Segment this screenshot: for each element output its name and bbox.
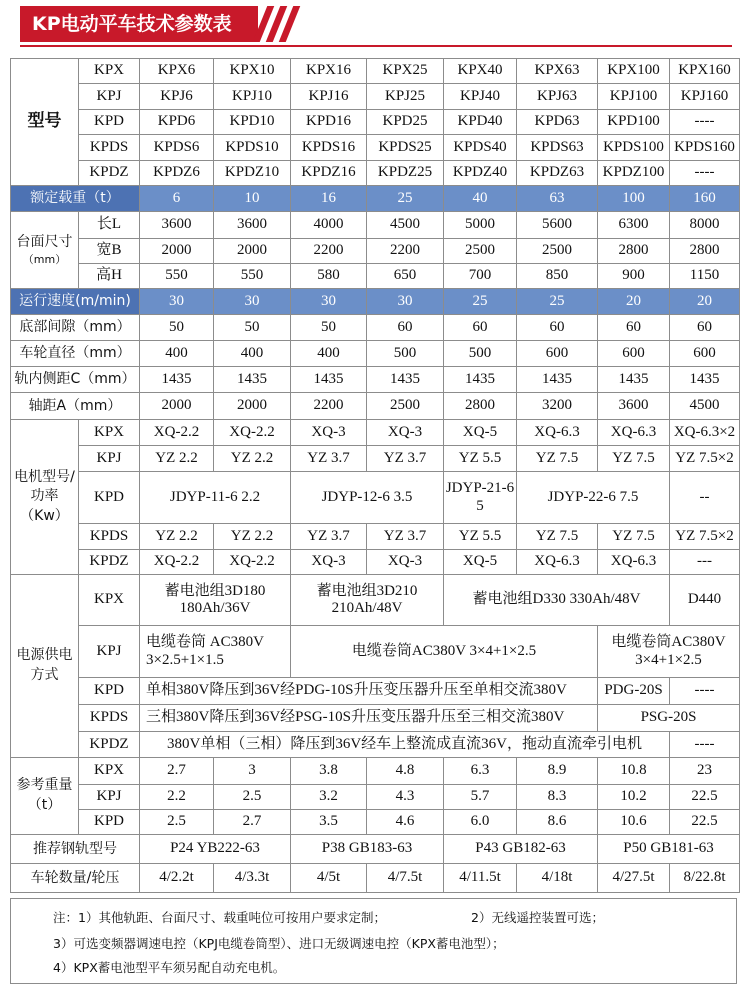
dimension-cell: 4500 xyxy=(367,212,444,239)
motor-cell: YZ 5.5 xyxy=(444,446,517,472)
motor-cell: XQ-3 xyxy=(291,420,367,446)
motor-cell: YZ 3.7 xyxy=(291,524,367,550)
motor-cell: XQ-6.3 xyxy=(598,420,670,446)
model-cell: KPDZ10 xyxy=(214,161,291,186)
power-kpd-row xyxy=(11,678,740,705)
rated-load-cell: 40 xyxy=(444,186,517,212)
series-label: KPDS xyxy=(79,705,140,732)
rail-cell: P38 GB183-63 xyxy=(291,835,444,864)
weight-cell: 3.5 xyxy=(291,810,367,835)
dimension-cell: 2200 xyxy=(291,239,367,264)
power-kpj-row xyxy=(11,626,740,678)
title-underline xyxy=(20,45,732,47)
dimension-cell: 3600 xyxy=(140,212,214,239)
rail-label: 推荐钢轨型号 xyxy=(11,835,140,864)
wheel-count-cell: 4/3.3t xyxy=(214,864,291,893)
power-kpx-row xyxy=(11,575,740,626)
wheelbase-cell: 2000 xyxy=(214,393,291,420)
model-cell: KPDZ40 xyxy=(444,161,517,186)
motor-label: 电机型号/功率（Kw） xyxy=(11,420,79,575)
weight-cell: 3.8 xyxy=(291,758,367,785)
motor-cell: YZ 2.2 xyxy=(214,524,291,550)
dimension-cell: 5600 xyxy=(517,212,598,239)
model-cell: KPDS10 xyxy=(214,135,291,161)
series-label: KPD xyxy=(79,810,140,835)
wheelbase-cell: 2500 xyxy=(367,393,444,420)
dimension-cell: 580 xyxy=(291,264,367,289)
model-cell: KPX40 xyxy=(444,59,517,84)
clearance-cell: 60 xyxy=(598,315,670,341)
series-label: KPD xyxy=(79,678,140,705)
motor-cell: YZ 3.7 xyxy=(291,446,367,472)
weight-cell: 3 xyxy=(214,758,291,785)
weight-cell: 3.2 xyxy=(291,785,367,810)
speed-cell: 20 xyxy=(598,289,670,315)
power-cell: 380V单相（三相）降压到36V经车上整流成直流36V，拖动直流牵引电机 xyxy=(140,732,670,758)
rated-load-cell: 6 xyxy=(140,186,214,212)
gauge-cell: 1435 xyxy=(444,367,517,393)
power-cell: 三相380V降压到36V经PSG-10S升压变压器升压至三相交流380V xyxy=(140,705,598,732)
motor-cell: XQ-5 xyxy=(444,420,517,446)
model-cell: KPD25 xyxy=(367,110,444,135)
dimension-cell: 550 xyxy=(140,264,214,289)
clearance-cell: 60 xyxy=(517,315,598,341)
model-cell: KPJ10 xyxy=(214,84,291,110)
series-label: KPJ xyxy=(79,446,140,472)
table-size-unit: （mm） xyxy=(22,253,67,267)
gauge-cell: 1435 xyxy=(670,367,740,393)
wheel-dia-row xyxy=(11,341,740,367)
motor-kpds-row xyxy=(11,524,740,550)
dimension-cell: 2000 xyxy=(214,239,291,264)
dimension-label: 宽B xyxy=(79,239,140,264)
power-cell: ---- xyxy=(670,678,740,705)
motor-cell: YZ 3.7 xyxy=(367,446,444,472)
model-cell: KPX6 xyxy=(140,59,214,84)
note-3: 3）可选变频器调速电控（KPJ电缆卷筒型）、进口无级调速电控（KPX蓄电池型）； xyxy=(53,936,505,951)
dimension-cell: 2200 xyxy=(367,239,444,264)
weight-cell: 22.5 xyxy=(670,810,740,835)
model-cell: KPD63 xyxy=(517,110,598,135)
model-cell: KPJ100 xyxy=(598,84,670,110)
power-cell: PDG-20S xyxy=(598,678,670,705)
weight-cell: 10.2 xyxy=(598,785,670,810)
wheel-dia-cell: 500 xyxy=(367,341,444,367)
speed-label: 运行速度(m/min) xyxy=(11,289,140,315)
rated-load-cell: 10 xyxy=(214,186,291,212)
wheel-dia-label: 车轮直径（mm） xyxy=(11,341,140,367)
model-cell: KPD10 xyxy=(214,110,291,135)
rail-cell: P24 YB222-63 xyxy=(140,835,291,864)
wheelbase-cell: 2000 xyxy=(140,393,214,420)
power-cell: PSG-20S xyxy=(598,705,740,732)
weight-label: 参考重量（t） xyxy=(11,758,79,835)
wheel-count-row xyxy=(11,864,740,893)
rail-row xyxy=(11,835,740,864)
motor-cell: YZ 7.5 xyxy=(598,446,670,472)
motor-kpd-row xyxy=(11,472,740,524)
motor-cell: YZ 7.5 xyxy=(517,524,598,550)
model-cell: KPDS6 xyxy=(140,135,214,161)
wheel-dia-cell: 400 xyxy=(214,341,291,367)
motor-kpj-row xyxy=(11,446,740,472)
wheel-count-cell: 4/18t xyxy=(517,864,598,893)
weight-cell: 2.5 xyxy=(214,785,291,810)
wheelbase-cell: 2200 xyxy=(291,393,367,420)
motor-cell: --- xyxy=(670,550,740,575)
motor-cell: XQ-6.3×2 xyxy=(670,420,740,446)
model-cell: KPD6 xyxy=(140,110,214,135)
series-label: KPJ xyxy=(79,626,140,678)
model-cell: KPX100 xyxy=(598,59,670,84)
weight-cell: 8.3 xyxy=(517,785,598,810)
clearance-cell: 60 xyxy=(367,315,444,341)
model-cell: KPDS63 xyxy=(517,135,598,161)
model-cell: KPJ25 xyxy=(367,84,444,110)
clearance-cell: 50 xyxy=(214,315,291,341)
weight-row xyxy=(11,785,740,810)
series-label: KPX xyxy=(79,59,140,84)
speed-cell: 25 xyxy=(444,289,517,315)
clearance-label: 底部间隙（mm） xyxy=(11,315,140,341)
series-label: KPDZ xyxy=(79,161,140,186)
wheel-dia-cell: 400 xyxy=(140,341,214,367)
weight-cell: 2.7 xyxy=(140,758,214,785)
series-label: KPDS xyxy=(79,524,140,550)
dimension-cell: 1150 xyxy=(670,264,740,289)
table-size-row xyxy=(11,264,740,289)
model-cell: KPDZ25 xyxy=(367,161,444,186)
model-label: 型号 xyxy=(11,59,79,186)
spec-table xyxy=(10,58,740,893)
dimension-cell: 700 xyxy=(444,264,517,289)
clearance-cell: 60 xyxy=(670,315,740,341)
speed-cell: 30 xyxy=(140,289,214,315)
power-label: 电源供电方式 xyxy=(11,575,79,758)
model-cell: KPD16 xyxy=(291,110,367,135)
wheel-dia-cell: 600 xyxy=(517,341,598,367)
model-cell: KPJ6 xyxy=(140,84,214,110)
dimension-cell: 4000 xyxy=(291,212,367,239)
weight-cell: 6.3 xyxy=(444,758,517,785)
model-row xyxy=(11,59,740,84)
motor-kpd-cell: JDYP-21-6 5 xyxy=(444,472,517,524)
note-1: 注：1）其他轨距、台面尺寸、载重吨位可按用户要求定制； xyxy=(53,910,386,925)
wheelbase-cell: 4500 xyxy=(670,393,740,420)
wheelbase-cell: 3200 xyxy=(517,393,598,420)
rated-load-cell: 100 xyxy=(598,186,670,212)
table-size-label-text: 台面尺寸 xyxy=(16,233,73,250)
weight-cell: 23 xyxy=(670,758,740,785)
model-cell: ---- xyxy=(670,110,740,135)
dimension-cell: 2000 xyxy=(140,239,214,264)
model-cell: KPJ63 xyxy=(517,84,598,110)
wheelbase-label: 轴距A（mm） xyxy=(11,393,140,420)
gauge-cell: 1435 xyxy=(214,367,291,393)
motor-cell: XQ-5 xyxy=(444,550,517,575)
motor-cell: YZ 3.7 xyxy=(367,524,444,550)
model-cell: KPDS160 xyxy=(670,135,740,161)
weight-cell: 10.8 xyxy=(598,758,670,785)
model-cell: KPD40 xyxy=(444,110,517,135)
gauge-cell: 1435 xyxy=(367,367,444,393)
model-cell: KPDZ63 xyxy=(517,161,598,186)
series-label: KPDZ xyxy=(79,732,140,758)
weight-cell: 4.3 xyxy=(367,785,444,810)
wheel-dia-cell: 400 xyxy=(291,341,367,367)
motor-cell: YZ 7.5×2 xyxy=(670,446,740,472)
weight-cell: 2.2 xyxy=(140,785,214,810)
clearance-cell: 50 xyxy=(291,315,367,341)
wheel-count-cell: 4/27.5t xyxy=(598,864,670,893)
rated-load-cell: 63 xyxy=(517,186,598,212)
note-4: 4）KPX蓄电池型平车须另配自动充电机。 xyxy=(53,960,286,975)
motor-cell: XQ-2.2 xyxy=(214,420,291,446)
dimension-label: 高H xyxy=(79,264,140,289)
dimension-cell: 5000 xyxy=(444,212,517,239)
motor-cell: YZ 5.5 xyxy=(444,524,517,550)
gauge-row xyxy=(11,367,740,393)
series-label: KPX xyxy=(79,575,140,626)
speed-cell: 20 xyxy=(670,289,740,315)
dimension-cell: 650 xyxy=(367,264,444,289)
motor-cell: YZ 7.5 xyxy=(517,446,598,472)
weight-cell: 2.7 xyxy=(214,810,291,835)
gauge-cell: 1435 xyxy=(598,367,670,393)
weight-row xyxy=(11,810,740,835)
wheel-count-cell: 4/5t xyxy=(291,864,367,893)
model-cell: KPDZ16 xyxy=(291,161,367,186)
series-label: KPX xyxy=(79,758,140,785)
model-cell: KPDS40 xyxy=(444,135,517,161)
model-row xyxy=(11,110,740,135)
dimension-cell: 2800 xyxy=(670,239,740,264)
series-label: KPJ xyxy=(79,84,140,110)
motor-cell: YZ 2.2 xyxy=(214,446,291,472)
power-cell: 电缆卷筒AC380V 3×4+1×2.5 xyxy=(291,626,598,678)
model-cell: KPX160 xyxy=(670,59,740,84)
power-cell: 电缆卷筒AC380V 3×4+1×2.5 xyxy=(598,626,740,678)
model-row xyxy=(11,135,740,161)
rail-cell: P43 GB182-63 xyxy=(444,835,598,864)
clearance-cell: 60 xyxy=(444,315,517,341)
series-label: KPJ xyxy=(79,785,140,810)
motor-cell: XQ-3 xyxy=(367,420,444,446)
power-cell: 单相380V降压到36V经PDG-10S升压变压器升压至单相交流380V xyxy=(140,678,598,705)
motor-cell: XQ-6.3 xyxy=(598,550,670,575)
table-size-row xyxy=(11,239,740,264)
power-cell: 蓄电池组3D210 210Ah/48V xyxy=(291,575,444,626)
model-cell: KPJ40 xyxy=(444,84,517,110)
model-cell: KPDS100 xyxy=(598,135,670,161)
motor-kpd-cell: JDYP-12-6 3.5 xyxy=(291,472,444,524)
rated-load-cell: 25 xyxy=(367,186,444,212)
weight-cell: 4.8 xyxy=(367,758,444,785)
motor-cell: YZ 7.5 xyxy=(598,524,670,550)
motor-kpd-cell: JDYP-22-6 7.5 xyxy=(517,472,670,524)
power-kpdz-row xyxy=(11,732,740,758)
weight-cell: 22.5 xyxy=(670,785,740,810)
rated-load-cell: 16 xyxy=(291,186,367,212)
motor-kpx-row xyxy=(11,420,740,446)
gauge-cell: 1435 xyxy=(140,367,214,393)
weight-row xyxy=(11,758,740,785)
dimension-cell: 3600 xyxy=(214,212,291,239)
motor-kpd-cell: JDYP-11-6 2.2 xyxy=(140,472,291,524)
note-2: 2）无线遥控装置可选； xyxy=(471,910,604,925)
weight-cell: 5.7 xyxy=(444,785,517,810)
model-cell: KPJ16 xyxy=(291,84,367,110)
title-stripes-decoration xyxy=(254,6,298,42)
motor-cell: XQ-3 xyxy=(291,550,367,575)
clearance-row xyxy=(11,315,740,341)
motor-cell: YZ 2.2 xyxy=(140,446,214,472)
weight-cell: 6.0 xyxy=(444,810,517,835)
dimension-cell: 2500 xyxy=(517,239,598,264)
wheelbase-cell: 3600 xyxy=(598,393,670,420)
weight-cell: 4.6 xyxy=(367,810,444,835)
gauge-label: 轨内侧距C（mm） xyxy=(11,367,140,393)
wheel-dia-cell: 500 xyxy=(444,341,517,367)
notes-box xyxy=(10,898,737,984)
power-cell: 蓄电池组D330 330Ah/48V xyxy=(444,575,670,626)
series-label: KPDS xyxy=(79,135,140,161)
power-kpds-row xyxy=(11,705,740,732)
page-title: KP电动平车技术参数表 xyxy=(20,6,258,42)
model-row xyxy=(11,84,740,110)
model-cell: KPX16 xyxy=(291,59,367,84)
rated-load-label: 额定载重（t） xyxy=(11,186,140,212)
motor-kpdz-row xyxy=(11,550,740,575)
model-cell: KPX63 xyxy=(517,59,598,84)
dimension-cell: 850 xyxy=(517,264,598,289)
power-cell: 电缆卷筒 AC380V 3×2.5+1×1.5 xyxy=(140,626,291,678)
motor-cell: XQ-2.2 xyxy=(214,550,291,575)
wheelbase-row xyxy=(11,393,740,420)
dimension-cell: 8000 xyxy=(670,212,740,239)
model-cell: KPDZ100 xyxy=(598,161,670,186)
model-cell: KPDS25 xyxy=(367,135,444,161)
wheel-count-label: 车轮数量/轮压 xyxy=(11,864,140,893)
motor-kpd-cell: -- xyxy=(670,472,740,524)
power-cell: D440 xyxy=(670,575,740,626)
wheelbase-cell: 2800 xyxy=(444,393,517,420)
motor-cell: XQ-2.2 xyxy=(140,420,214,446)
wheel-count-cell: 8/22.8t xyxy=(670,864,740,893)
weight-cell: 10.6 xyxy=(598,810,670,835)
wheel-dia-cell: 600 xyxy=(670,341,740,367)
wheel-count-cell: 4/7.5t xyxy=(367,864,444,893)
series-label: KPD xyxy=(79,472,140,524)
model-cell: KPDS16 xyxy=(291,135,367,161)
rated-load-row xyxy=(11,186,740,212)
motor-cell: XQ-2.2 xyxy=(140,550,214,575)
power-cell: 蓄电池组3D180 180Ah/36V xyxy=(140,575,291,626)
speed-cell: 25 xyxy=(517,289,598,315)
dimension-cell: 2500 xyxy=(444,239,517,264)
weight-cell: 8.9 xyxy=(517,758,598,785)
dimension-label: 长L xyxy=(79,212,140,239)
speed-row xyxy=(11,289,740,315)
series-label: KPDZ xyxy=(79,550,140,575)
gauge-cell: 1435 xyxy=(291,367,367,393)
model-cell: ---- xyxy=(670,161,740,186)
dimension-cell: 2800 xyxy=(598,239,670,264)
model-row xyxy=(11,161,740,186)
wheel-count-cell: 4/2.2t xyxy=(140,864,214,893)
rated-load-cell: 160 xyxy=(670,186,740,212)
motor-cell: XQ-6.3 xyxy=(517,550,598,575)
motor-cell: XQ-3 xyxy=(367,550,444,575)
series-label: KPX xyxy=(79,420,140,446)
gauge-cell: 1435 xyxy=(517,367,598,393)
model-cell: KPDZ6 xyxy=(140,161,214,186)
rail-cell: P50 GB181-63 xyxy=(598,835,740,864)
model-cell: KPX25 xyxy=(367,59,444,84)
motor-cell: YZ 2.2 xyxy=(140,524,214,550)
dimension-cell: 550 xyxy=(214,264,291,289)
wheel-count-cell: 4/11.5t xyxy=(444,864,517,893)
series-label: KPD xyxy=(79,110,140,135)
motor-cell: YZ 7.5×2 xyxy=(670,524,740,550)
table-size-label xyxy=(11,212,79,289)
power-cell: ---- xyxy=(670,732,740,758)
weight-cell: 8.6 xyxy=(517,810,598,835)
speed-cell: 30 xyxy=(291,289,367,315)
model-cell: KPD100 xyxy=(598,110,670,135)
speed-cell: 30 xyxy=(214,289,291,315)
dimension-cell: 900 xyxy=(598,264,670,289)
model-cell: KPJ160 xyxy=(670,84,740,110)
weight-cell: 2.5 xyxy=(140,810,214,835)
table-size-row xyxy=(11,212,740,239)
dimension-cell: 6300 xyxy=(598,212,670,239)
clearance-cell: 50 xyxy=(140,315,214,341)
wheel-dia-cell: 600 xyxy=(598,341,670,367)
motor-cell: XQ-6.3 xyxy=(517,420,598,446)
speed-cell: 30 xyxy=(367,289,444,315)
model-cell: KPX10 xyxy=(214,59,291,84)
